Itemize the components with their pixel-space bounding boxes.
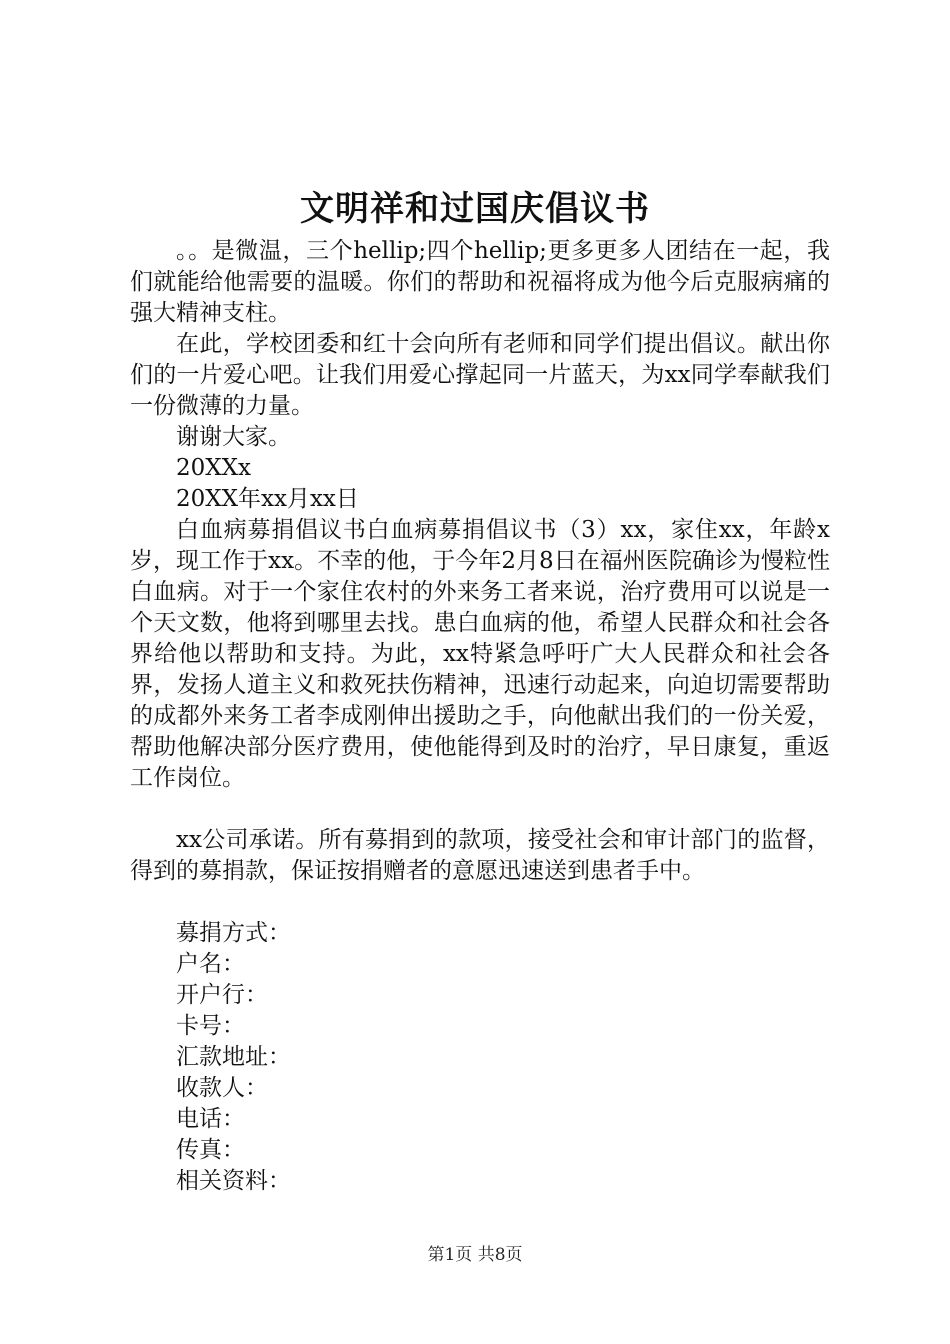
phone-label: 电话：	[176, 1106, 245, 1132]
paragraph-date: 20XX年xx月xx日	[176, 486, 359, 512]
blank-line	[130, 794, 830, 825]
fax-label: 传真：	[176, 1137, 245, 1163]
paragraph-company-promise: xx公司承诺。所有募捐到的款项，接受社会和审计部门的监督，得到的募捐款，保证按捐赠者的意愿迅速送到患者手中。	[130, 827, 830, 884]
paragraph-year: 20XXx	[176, 455, 251, 481]
bank-label: 开户行：	[176, 982, 268, 1008]
paragraph-intro: 。。是微温，三个hellip;四个hellip;更多更多人团结在一起，我们就能给他需要的温暖。你们的帮助和祝福将成为他今后克服病痛的强大精神支柱。	[130, 238, 830, 326]
blank-line	[130, 887, 830, 918]
document-body	[130, 236, 830, 1197]
card-number-label: 卡号：	[176, 1013, 245, 1039]
paragraph-thanks: 谢谢大家。	[176, 424, 291, 450]
remittance-address-label: 汇款地址：	[176, 1044, 291, 1070]
paragraph-leukemia-appeal: 白血病募捐倡议书白血病募捐倡议书（3）xx，家住xx，年龄x岁，现工作于xx。不幸的他，于今年2月8日在福州医院确诊为慢粒性白血病。对于一个家住农村的外来务工者来说，治疗费用可以说是一个天文数，他将到哪里去找。患白血病的他，希望人民群众和社会各界给他以帮助和支持。为此，xx特紧急呼吁广大人民群众和社会各界，发扬人道主义和救死扶伤精神，迅速行动起来，向迫切需要帮助的成都外来务工者李成刚伸出援助之手，向他献出我们的一份关爱，帮助他解决部分医疗费用，使他能得到及时的治疗，早日康复，重返工作岗位。	[130, 517, 830, 791]
document-title: 文明祥和过国庆倡议书	[300, 189, 650, 229]
account-name-label: 户名：	[176, 951, 245, 977]
paragraph-appeal: 在此，学校团委和红十会向所有老师和同学们提出倡议。献出你们的一片爱心吧。让我们用爱心撑起同一片蓝天，为xx同学奉献我们一份微薄的力量。	[130, 331, 830, 419]
payee-label: 收款人：	[176, 1075, 268, 1101]
related-materials-label: 相关资料：	[176, 1168, 291, 1194]
page-number: 第1页 共8页	[427, 1245, 523, 1265]
donation-method-label: 募捐方式：	[176, 920, 291, 946]
